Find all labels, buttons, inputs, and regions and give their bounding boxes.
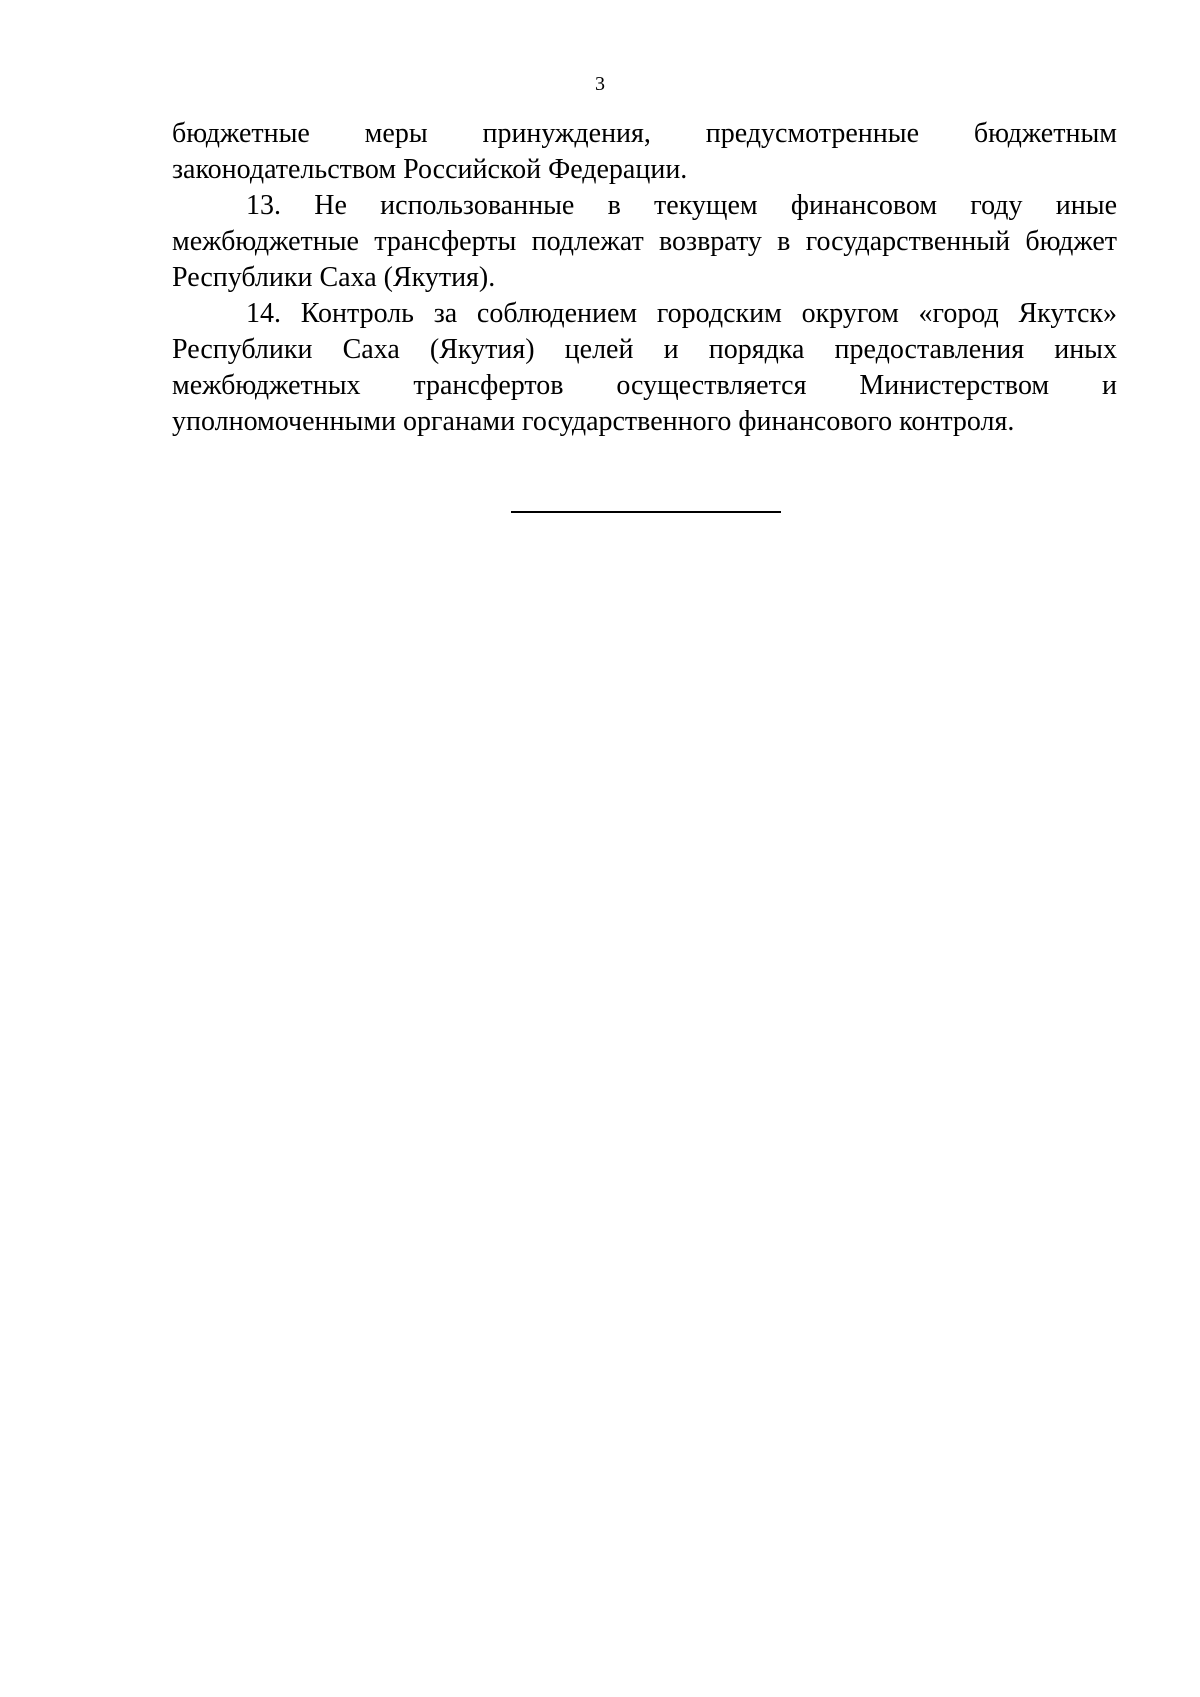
document-body	[172, 116, 1117, 440]
end-separator-line	[511, 511, 781, 513]
page-number: 3	[595, 73, 605, 95]
paragraph-item-13: 13. Не использованные в текущем финансовом году иные межбюджетные трансферты подлежат возврату в государственный бюджет Республики Саха (Якутия).	[172, 190, 1117, 293]
paragraph-continuation: бюджетные меры принуждения, предусмотренные бюджетным законодательством Российской Федерации.	[172, 118, 1117, 185]
paragraph-item-14: 14. Контроль за соблюдением городским округом «город Якутск» Республики Саха (Якутия) целей и порядка предоставления иных межбюджетных трансфертов осуществляется Министерством и уполномоченными органами государственного финансового контроля.	[172, 298, 1117, 437]
